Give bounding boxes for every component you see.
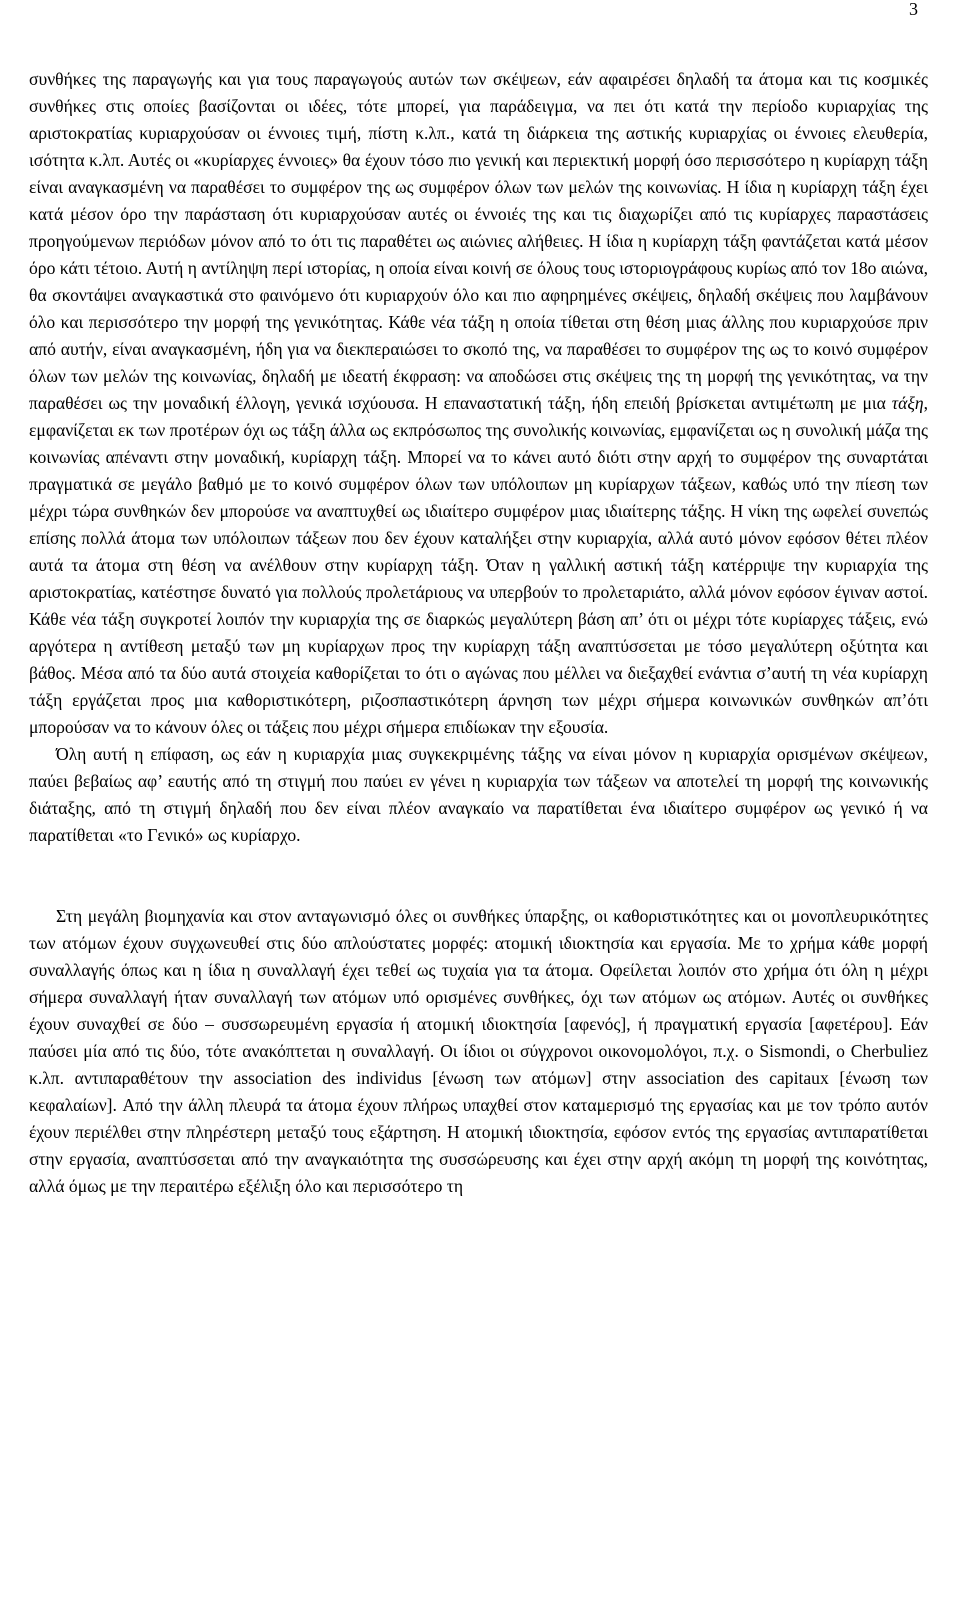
paragraph-1-text: συνθήκες της παραγωγής και για τους παραγωγούς αυτών των σκέψεων, εάν αφαιρέσει δηλαδή τα άτομα και τις κοσμικές συνθήκες στις οποίες βασίζονται οι ιδέες, τότε μπορεί, για παράδειγμα, να πει ότι κατά την περίοδο κυριαρχίας της αριστοκρατίας κυριαρχούσαν οι έννοιες τιμή, πίστη κ.λπ., κατά τη διάρκεια της αστικής κυριαρχίας οι έννοιες ελευθερία, ισότητα κ.λπ. Αυτές οι «κυρίαρχες έννοιες» θα έχουν τόσο πιο γενική και περιεκτική μορφή όσο περισσότερο η κυρίαρχη τάξη είναι αναγκασμένη να παραθέσει το συμφέρον της ως συμφέρον όλων των μελών της κοινωνίας. Η ίδια η κυρίαρχη τάξη έχει κατά μέσον όρο την παράσταση ότι κυριαρχούσαν αυτές οι έννοιές της και τις διαχωρίζει από τις κυρίαρχες παραστάσεις προηγούμενων περιόδων μόνον από το ότι τις παραθέτει ως αιώνιες αλήθειες. Η ίδια η κυρίαρχη τάξη φαντάζεται κατά μέσον όρο κάτι τέτοιο. Αυτή η αντίληψη περί ιστορίας, η οποία είναι κοινή σε όλους τους ιστοριογράφους κυρίως από τον 18ο αιώνα, θα σκοντάψει αναγκαστικά στο φαινόμενο ότι κυριαρχούν όλο και πιο αφηρημένες σκέψεις, δηλαδή σκέψεις που λαμβάνουν όλο και περισσότερο την μορφή της γενικότητας. Κάθε νέα τάξη η οποία τίθεται στη θέση μιας άλλης που κυριαρχούσε πριν από αυτήν, είναι αναγκασμένη, ήδη για να διεκπεραιώσει το σκοπό της, να παραθέσει το συμφέρον της ως το κοινό συμφέρον όλων των μελών της κοινωνίας, δηλαδή με ιδεατή έκφραση: να αποδώσει στις σκέψεις της τη μορφή της γενικότητας, να την παραθέσει ως την μοναδική έλλογη, γενικά ισχύουσα. Η επαναστατική τάξη, ήδη επειδή βρίσκεται αντιμέτωπη με μια xyxy=(29,69,928,413)
page-number: 3 xyxy=(909,0,918,19)
paragraph-3 xyxy=(29,903,928,1200)
paragraph-2-text: Όλη αυτή η επίφαση, ως εάν η κυριαρχία μιας συγκεκριμένης τάξης να είναι μόνον η κυριαρχία ορισμένων σκέψεων, παύει βεβαίως αφ’ εαυτής από τη στιγμή που παύει εν γένει η κυριαρχία των τάξεων να αποτελεί τη μορφή της κοινωνικής διάταξης, από τη στιγμή δηλαδή που δεν είναι πλέον αναγκαίο να παρατίθεται ένα ιδιαίτερο συμφέρον ως γενικό ή να παρατίθεται «το Γενικό» ως κυρίαρχο. xyxy=(29,744,928,845)
paragraph-1-text-continued: , εμφανίζεται εκ των προτέρων όχι ως τάξη άλλα ως εκπρόσωπος της συνολικής κοινωνίας, εμφανίζεται ως η συνολική μάζα της κοινωνίας απέναντι στην μοναδική, κυρίαρχη τάξη. Μπορεί να το κάνει αυτό διότι στην αρχή το συμφέρον της συναρτάται πραγματικά σε μεγάλο βαθμό με το κοινό συμφέρον όλων των υπόλοιπων μη κυρίαρχων τάξεων, καθώς υπό την πίεση των μέχρι τώρα συνθηκών δεν μπορούσε να αναπτυχθεί ως ιδιαίτερο συμφέρον μιας ιδιαίτερης τάξης. Η νίκη της ωφελεί συνεπώς επίσης πολλά άτομα των υπόλοιπων τάξεων που δεν έχουν καταλήξει στην κυριαρχία, αλλά αυτό μόνον εφόσον θέτει πλέον αυτά τα άτομα στη θέση να ανέλθουν στην κυρίαρχη τάξη. Όταν η γαλλική αστική τάξη κατέρριψε την κυριαρχία της αριστοκρατίας, κατέστησε δυνατό για πολλούς προλετάριους να υπερβούν το προλεταριάτο, αλλά μόνον εφόσον έγιναν αστοί. Κάθε νέα τάξη συγκροτεί λοιπόν την κυριαρχία της σε διαρκώς μεγαλύτερη βάση απ’ ότι οι μέχρι τότε κυρίαρχες τάξεις, ενώ αργότερα η αντίθεση μεταξύ των μη κυρίαρχων προς την κυρίαρχη τάξη αναπτύσσεται με τόσο μεγαλύτερη οξύτητα και βάθος. Μέσα από τα δύο αυτά στοιχεία καθορίζεται το ότι ο αγώνας που μέλλει να διεξαχθεί ενάντια σ’αυτή τη νέα κυρίαρχη τάξη εργάζεται προς μια καθοριστικότερη, ριζοσπαστικότερη άρνηση των μέχρι σήμερα κοινωνικών συνθηκών απ’ότι μπορούσαν να το κάνουν όλες οι τάξεις που μέχρι σήμερα επιδίωκαν την εξουσία. xyxy=(29,393,928,737)
paragraph-1-emphasis: τάξη xyxy=(891,393,924,413)
paragraph-3-text: Στη μεγάλη βιομηχανία και στον ανταγωνισμό όλες οι συνθήκες ύπαρξης, οι καθοριστικότητες και οι μονοπλευρικότητες των ατόμων έχουν συγχωνευθεί στις δύο απλούστατες μορφές: ατομική ιδιοκτησία και εργασία. Με το χρήμα κάθε μορφή συναλλαγής όπως και η ίδια η συναλλαγή έχει τεθεί ως τυχαία για τα άτομα. Οφείλεται λοιπόν στο χρήμα ότι όλη η μέχρι σήμερα συναλλαγή ήταν συναλλαγή των ατόμων υπό ορισμένες συνθήκες, όχι των ατόμων ως ατόμων. Αυτές οι συνθήκες έχουν συναχθεί σε δύο – συσσωρευμένη εργασία ή ατομική ιδιοκτησία [αφενός], ή πραγματική εργασία [αφετέρου]. Εάν παύσει μία από τις δύο, τότε ανακόπτεται η συναλλαγή. Οι ίδιοι οι σύγχρονοι οικονομολόγοι, π.χ. ο Sismondi, ο Cherbuliez κ.λπ. αντιπαραθέτουν την association des individus [ένωση των ατόμων] στην association des capitaux [ένωση των κεφαλαίων]. Από την άλλη πλευρά τα άτομα έχουν πλήρως υπαχθεί στον καταμερισμό της εργασίας και με τον τρόπο αυτόν έχουν περιέλθει στην πληρέστερη μεταξύ τους εξάρτηση. Η ατομική ιδιοκτησία, εφόσον εντός της εργασίας αντιπαρατίθεται στην εργασία, αναπτύσσεται από την αναγκαιότητα της συσσώρευσης και έχει στην αρχή ακόμη τη μορφή της κοινότητας, αλλά όμως με την περαιτέρω εξέλιξη όλο και περισσότερο τη xyxy=(29,906,928,1196)
paragraph-2 xyxy=(29,741,928,849)
paragraph-1 xyxy=(29,0,928,741)
